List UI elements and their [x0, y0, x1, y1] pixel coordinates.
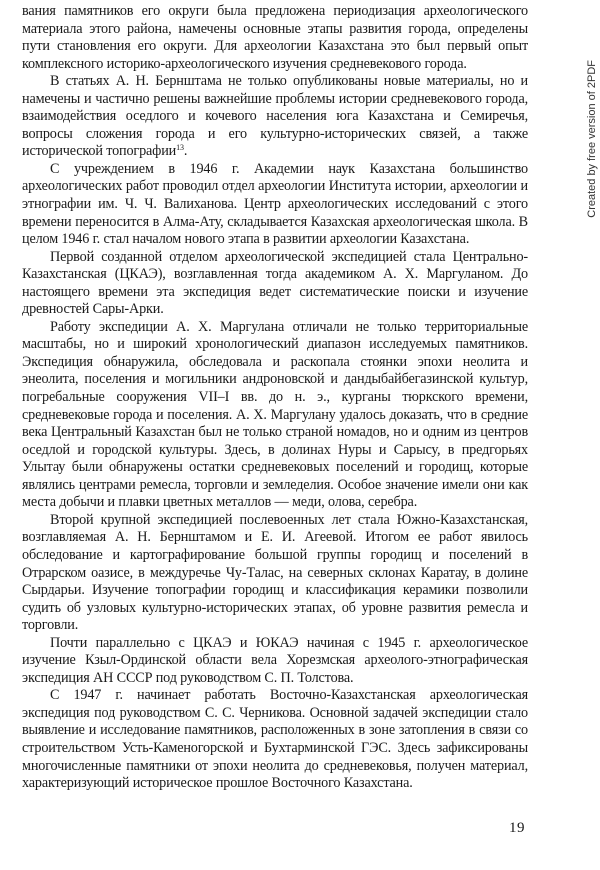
paragraph-3: С учреждением в 1946 г. Академии наук Казахстана большинство археологических работ проводил отдел археологии Института истории, археологии и этнографии им. Ч. Ч. Валиханова. Центр археологических исследований с этого времени переносится в Алма-Ату, складывается Казахская археологическая школа. В целом 1946 г. стал началом нового этапа в развитии археологии Казахстана. — [22, 160, 528, 248]
paragraph-4: Первой созданной отделом археологической экспедицией стала Центрально-Казахстанская (ЦКАЭ), возглавленная тогда академиком А. Х. Маргуланом. До настоящего времени эта экспедиция ведет систематические поиски и изучение древностей Сары-Арки. — [22, 248, 528, 318]
paragraph-2-text: В статьях А. Н. Бернштама не только опубликованы новые материалы, но и намечены и частично решены важнейшие проблемы истории средневекового города, взаимодействия оседлого и кочевого населения юга Казахстана и Семиречья, вопросы сложения города и его культурно-исторических связей, а также исторической топографии — [22, 73, 528, 160]
paragraph-8: С 1947 г. начинает работать Восточно-Казахстанская археологическая экспедиция под руководством С. С. Черникова. Основной задачей экспедиции стало выявление и исследование памятников, расположенных в зоне затопления в связи со строительством Усть-Каменогорской и Бухтарминской ГЭС. Здесь зафиксированы многочисленные памятники от эпохи неолита до средневековья, получен материал, характеризующий историческое прошлое Восточного Казахстана. — [22, 687, 528, 792]
paragraph-5: Работу экспедиции А. Х. Маргулана отличали не только территориальные масштабы, но и широкий хронологический диапазон исследуемых памятников. Экспедиция обнаружила, обследовала и раскопала стоянки эпохи неолита и энеолита, поселения и могильники андроновской и дандыбайбегазинской культур, погребальные сооружения VII–I вв. до н. э., курганы тюркского времени, средневековые города и поселения. А. Х. Маргулану удалось доказать, что в средние века Центральный Казахстан был не только страной номадов, но и одним из центров оседлой и городской культуры. Здесь, в долинах Нуры и Сарысу, в предгорьях Улытау были обнаружены остатки средневековых поселений и городищ, которые являлись центрами ремесла, торговли и земледелия. Особое значение имели они как места добычи и плавки цветных металлов — меди, олова, серебра. — [22, 318, 528, 511]
footnote-ref: 13 — [176, 143, 184, 153]
paragraph-2 — [22, 73, 528, 161]
page-number: 19 — [509, 820, 525, 836]
paragraph-2-end: . — [183, 143, 188, 160]
paragraph-7: Почти параллельно с ЦКАЭ и ЮКАЭ начиная с 1945 г. археологическое изучение Кзыл-Ординской области вела Хорезмская археолого-этнографическая экспедиция АН СССР под руководством С. П. Толстова. — [22, 634, 528, 686]
paragraph-6: Второй крупной экспедицией послевоенных лет стала Южно-Казахстанская, возглавляемая А. Н. Бернштамом и Е. И. Агеевой. Итогом ее работ явилось обследование и картографирование большой группы городищ и поселений в Отрарском оазисе, в междуречье Чу-Талас, на северных склонах Каратау, в долине Сырдарьи. Изучение топографии городищ и классификация керамики позволили судить об узловых культурно-исторических этапах, об уровне развития ремесла и торговли. — [22, 511, 528, 634]
body-text — [22, 3, 528, 793]
paragraph-1: вания памятников его округи была предложена периодизация археологического материала этого района, намечены основные этапы развития города, определены пути становления его округи. Для археологии Казахстана это был первый опыт комплексного историко-археологического изучения средневекового города. — [22, 3, 528, 72]
watermark: Created by free version of 2PDF — [586, 60, 598, 218]
